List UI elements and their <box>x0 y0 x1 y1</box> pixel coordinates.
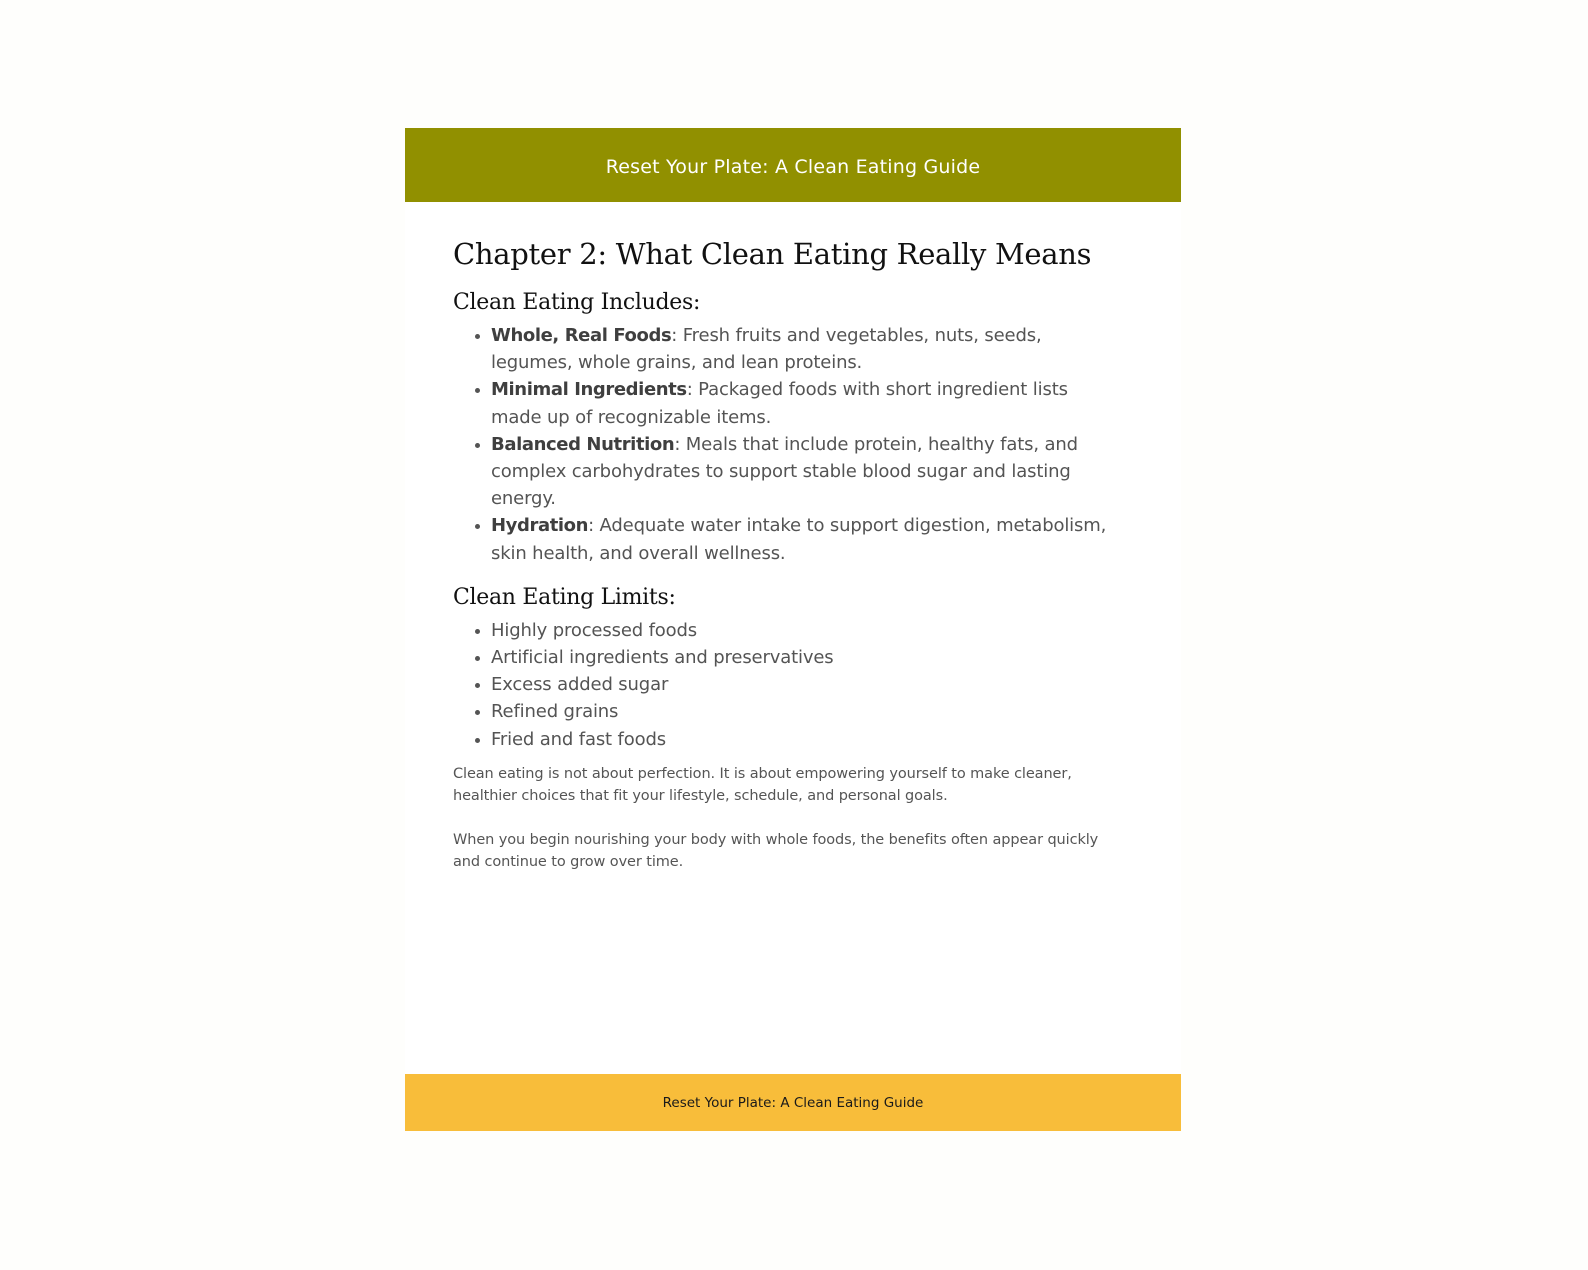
limits-list <box>453 617 1113 753</box>
chapter-title: Chapter 2: What Clean Eating Really Means <box>453 237 1092 271</box>
body-paragraph: Clean eating is not about perfection. It is about empowering yourself to make cleaner, healthier choices that fit your lifestyle, schedule, and personal goals. <box>453 765 1072 804</box>
footer-title: Reset Your Plate: A Clean Eating Guide <box>662 1094 924 1111</box>
list-item: • Excess added sugar <box>491 671 1113 698</box>
list-item: • Artificial ingredients and preservatives <box>491 644 1113 671</box>
footer-banner <box>405 1074 1181 1131</box>
list-item: • Highly processed foods <box>491 617 1113 644</box>
includes-list <box>453 322 1113 567</box>
list-item <box>491 512 1113 566</box>
list-item <box>491 431 1113 513</box>
item-term: Minimal Ingredients <box>491 379 687 401</box>
body-paragraph: When you begin nourishing your body with whole foods, the benefits often appear quickly and continue to grow over time. <box>453 831 1099 870</box>
item-text: : Meals that include protein, healthy fats, and complex carbohydrates to support stable blood sugar and lasting energy. <box>491 433 1078 510</box>
header-title: Reset Your Plate: A Clean Eating Guide <box>605 155 981 178</box>
list-item: • Refined grains <box>491 698 1113 725</box>
item-term: Whole, Real Foods <box>491 325 672 346</box>
page-content <box>453 232 1113 873</box>
list-item <box>491 322 1113 376</box>
list-item <box>491 376 1113 430</box>
includes-heading: Clean Eating Includes: <box>453 290 701 315</box>
document-page <box>405 128 1181 1130</box>
item-term: Balanced Nutrition <box>491 433 675 455</box>
header-banner <box>405 128 1181 202</box>
list-item: • Fried and fast foods <box>491 726 1113 753</box>
item-term: Hydration <box>491 515 589 537</box>
limits-heading: Clean Eating Limits: <box>453 584 676 610</box>
item-text: : Fresh fruits and vegetables, nuts, seeds, legumes, whole grains, and lean proteins. <box>491 325 1042 374</box>
item-text: : Adequate water intake to support digestion, metabolism, skin health, and overall wellness. <box>491 515 1107 564</box>
item-text: : Packaged foods with short ingredient lists made up of recognizable items. <box>491 379 1068 428</box>
